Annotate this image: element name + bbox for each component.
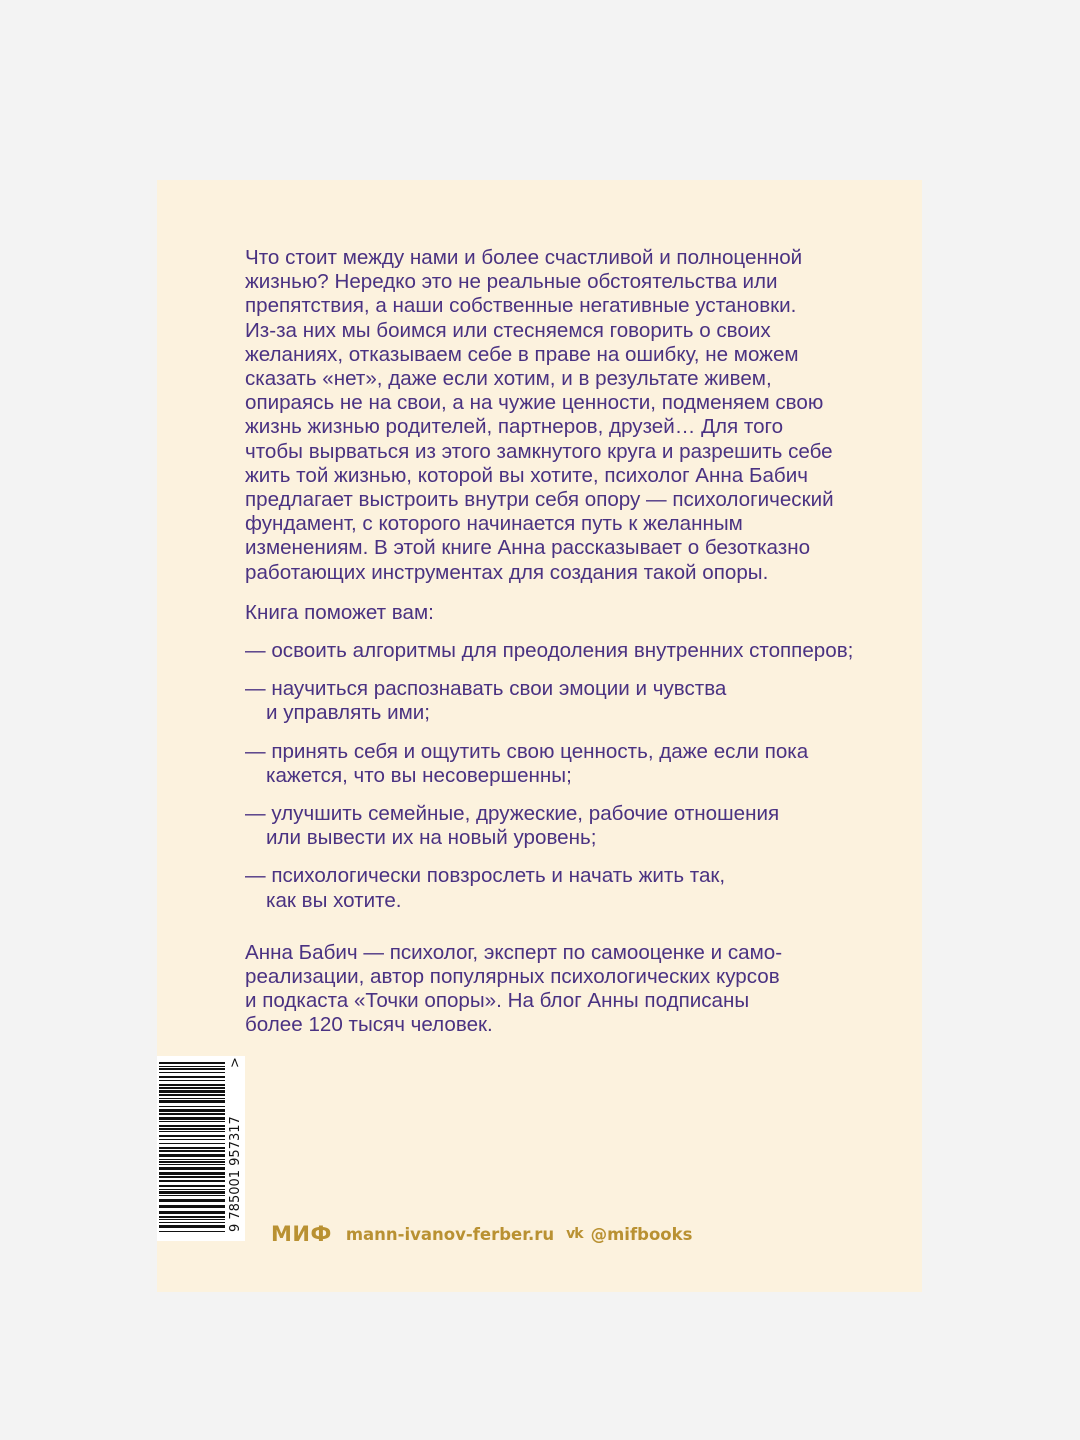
barcode-bar — [159, 1143, 225, 1144]
barcode-bar — [159, 1159, 225, 1160]
isbn-barcode — [157, 1056, 245, 1241]
barcode-bar — [159, 1172, 225, 1175]
benefit-item: — психологически повзрослеть и начать жить так, как вы хотите. — [245, 864, 726, 912]
author-bio: Анна Бабич — психолог, эксперт по самооценке и само- реализации, автор популярных психологических курсов и подкаста «Точки опоры». На блог Анны подписаны более 120 тысяч человек. — [245, 940, 783, 1037]
barcode-bar — [159, 1131, 225, 1132]
barcode-bar — [159, 1113, 225, 1115]
helps-heading: Книга поможет вам: — [245, 600, 434, 624]
barcode-number: 9 785001 957317 — [228, 1116, 243, 1232]
barcode-bar — [159, 1098, 225, 1099]
barcode-bar — [159, 1150, 225, 1152]
barcode-bar — [159, 1084, 225, 1086]
barcode-bar — [159, 1147, 225, 1149]
barcode-bar — [159, 1121, 225, 1122]
barcode-bar — [159, 1225, 225, 1228]
barcode-bar — [159, 1191, 225, 1194]
barcode-bar — [159, 1109, 225, 1112]
barcode-bar — [159, 1100, 225, 1103]
barcode-bar — [159, 1087, 225, 1089]
social-handle[interactable]: @mifbooks — [590, 1224, 693, 1244]
barcode-bar — [159, 1080, 225, 1081]
intro-paragraph: Что стоит между нами и более счастливой и полноценной жизнью? Нередко это не реальные обстоятельства или препятствия, а наши собственные негативные установки. Из-за них мы боимся или стесняемся говорить о своих желаниях, отказываем себе в праве на ошибку, не можем сказать «нет», даже если хотим, и в результате живем, опираясь не на свои, а на чужие ценности, подменяем свою жизнь жизнью родителей, партнеров, друзей… Для того чтобы вырваться из этого замкнутого круга и разрешить себе жить той жизнью, которой вы хотите, психолог Анна Бабич предлагает выстроить внутри себя опору — психологический фундамент, с которого начинается путь к желанным изменениям. В этой книге Анна рассказывает о безотказно работающих инструментах для создания такой опоры. — [245, 246, 834, 584]
barcode-bar — [159, 1205, 225, 1208]
barcode-bars — [159, 1062, 225, 1232]
website-link[interactable]: mann-ivanov-ferber.ru — [345, 1224, 555, 1244]
barcode-bar — [159, 1068, 225, 1070]
barcode-bar — [159, 1195, 225, 1196]
barcode-bar — [159, 1219, 225, 1220]
benefit-item: — освоить алгоритмы для преодоления внутренних стопперов; — [245, 639, 854, 663]
book-back-cover — [157, 180, 922, 1292]
barcode-bar — [159, 1216, 225, 1218]
publisher-footer — [271, 1220, 692, 1248]
barcode-bar — [159, 1090, 225, 1093]
benefit-list — [245, 639, 865, 913]
barcode-bar — [159, 1180, 225, 1182]
barcode-bar — [159, 1139, 225, 1140]
barcode-bar — [159, 1189, 225, 1190]
barcode-bar — [159, 1066, 225, 1067]
barcode-bar — [159, 1231, 225, 1232]
cover-text — [245, 246, 865, 1038]
benefit-item: — улучшить семейные, дружеские, рабочие отношения или вывести их на новый уровень; — [245, 802, 780, 850]
barcode-bar — [159, 1106, 225, 1107]
barcode-bar — [159, 1076, 225, 1078]
barcode-bar — [159, 1117, 225, 1120]
benefit-item: — научиться распознавать свои эмоции и чувства и управлять ими; — [245, 677, 727, 725]
barcode-bar — [159, 1072, 225, 1073]
barcode-bar — [159, 1135, 225, 1137]
barcode-bar — [159, 1222, 225, 1223]
benefit-item: — принять себя и ощутить свою ценность, даже если пока кажется, что вы несовершенны; — [245, 739, 809, 787]
barcode-bar — [159, 1164, 225, 1165]
barcode-bar — [159, 1211, 225, 1214]
barcode-bar — [159, 1128, 225, 1130]
barcode-bar — [159, 1185, 225, 1187]
vk-icon: vk — [566, 1226, 583, 1242]
barcode-bar — [159, 1199, 225, 1202]
barcode-bar — [159, 1167, 225, 1170]
barcode-bar — [159, 1161, 225, 1163]
barcode-bar — [159, 1094, 225, 1096]
barcode-bar — [159, 1125, 225, 1127]
barcode-mark: > — [228, 1057, 243, 1068]
barcode-bar — [159, 1154, 225, 1157]
barcode-bar — [159, 1176, 225, 1178]
barcode-bar — [159, 1062, 225, 1064]
barcode-graphic — [157, 1056, 245, 1241]
publisher-logo: МИФ — [271, 1222, 332, 1246]
